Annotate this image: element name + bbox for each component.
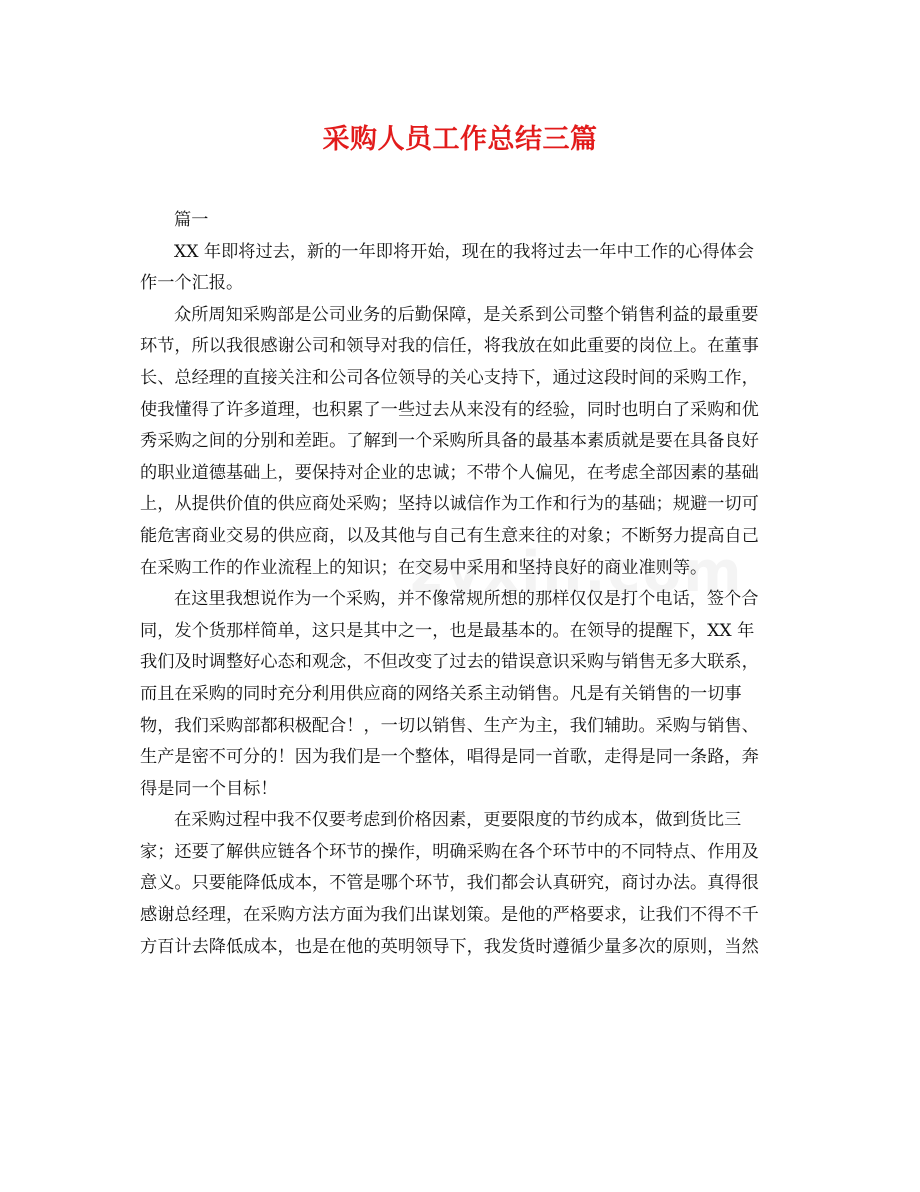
paragraph-line: 生产是密不可分的！因为我们是一个整体，唱得是同一首歌，走得是同一条路，奔 [140,747,759,768]
section-heading: 篇一 [174,210,209,230]
paragraph-line: 能危害商业交易的供应商，以及其他与自己有生意来往的对象；不断努力提高自己 [140,525,759,546]
paragraph-line: 的职业道德基础上，要保持对企业的忠诚；不带个人偏见，在考虑全部因素的基础 [140,462,759,483]
paragraph-line: 众所周知采购部是公司业务的后勤保障，是关系到公司整个销售利益的最重要 [174,304,759,325]
paragraph-line: 环节，所以我很感谢公司和领导对我的信任，将我放在如此重要的岗位上。在董事 [140,336,759,357]
paragraph-line: 家；还要了解供应链各个环节的操作，明确采购在各个环节中的不同特点、作用及 [140,841,759,862]
paragraph-line: 得是同一个目标！ [140,778,278,799]
paragraph-line: 而且在采购的同时充分利用供应商的网络关系主动销售。凡是有关销售的一切事 [140,683,742,704]
paragraph-line: 在采购过程中我不仅要考虑到价格因素，更要限度的节约成本，做到货比三 [174,810,742,831]
paragraph-line: 上，从提供价值的供应商处采购；坚持以诚信作为工作和行为的基础；规避一切可 [140,494,759,515]
paragraph-line: 物，我们采购部都积极配合！，一切以销售、生产为主，我们辅助。采购与销售、 [140,715,759,736]
paragraph-line: 我们及时调整好心态和观念，不但改变了过去的错误意识采购与销售无多大联系， [140,652,759,673]
paragraph-4 [140,805,780,963]
paragraph-line: 作一个汇报。 [140,273,244,294]
paragraph-1 [140,237,780,300]
paragraph-line: 长、总经理的直接关注和公司各位领导的关心支持下，通过这段时间的采购工作， [140,367,759,388]
paragraph-line: 方百计去降低成本，也是在他的英明领导下，我发货时遵循少量多次的原则，当然 [140,936,759,957]
paragraph-line: 同，发个货那样简单，这只是其中之一，也是最基本的。在领导的提醒下，XX 年 [140,620,755,641]
paragraph-2 [140,300,780,584]
paragraph-line: 意义。只要能降低成本，不管是哪个环节，我们都会认真研究，商讨办法。真得很 [140,873,759,894]
paragraph-3 [140,584,780,805]
paragraph-line: XX 年即将过去，新的一年即将开始，现在的我将过去一年中工作的心得体会 [174,241,754,262]
paragraph-line: 使我懂得了许多道理，也积累了一些过去从来没有的经验，同时也明白了采购和优 [140,399,759,420]
section-heading-paragraph [140,205,780,237]
document-title: 采购人员工作总结三篇 [322,124,598,155]
paragraph-line: 在采购工作的作业流程上的知识；在交易中采用和坚持良好的商业准则等。 [140,557,708,578]
paragraph-line: 感谢总经理，在采购方法方面为我们出谋划策。是他的严格要求，让我们不得不千 [140,905,759,926]
paragraph-line: 在这里我想说作为一个采购，并不像常规所想的那样仅仅是打个电话，签个合 [174,589,759,610]
document-body [140,205,780,963]
paragraph-line: 秀采购之间的分别和差距。了解到一个采购所具备的最基本素质就是要在具备良好 [140,431,759,452]
